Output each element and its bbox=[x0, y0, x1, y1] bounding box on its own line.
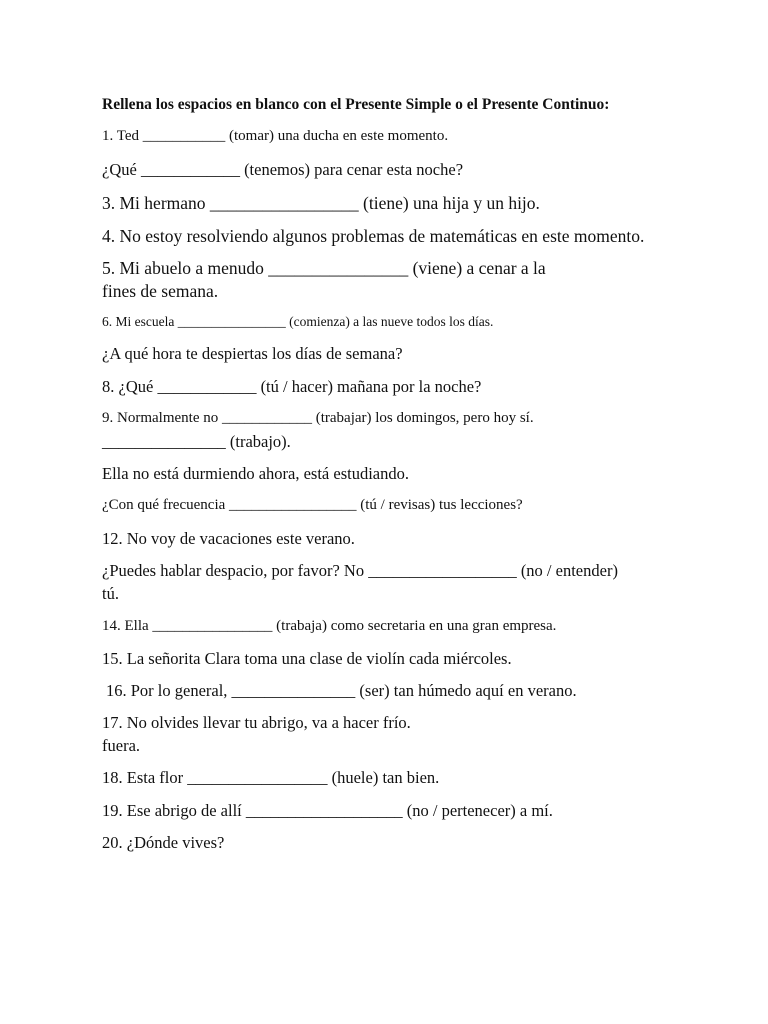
exercise-line-5: 5. Mi abuelo a menudo ________________ (viene) a cenar a la bbox=[102, 258, 546, 278]
exercise-line-14: 14. Ella ________________ (trabaja) como secretaria en una gran empresa. bbox=[102, 618, 557, 634]
exercise-line-10: Ella no está durmiendo ahora, está estudiando. bbox=[102, 464, 409, 483]
exercise-line-3: 3. Mi hermano _________________ (tiene) una hija y un hijo. bbox=[102, 193, 540, 213]
exercise-line-9: 9. Normalmente no ____________ (trabajar) los domingos, pero hoy sí. bbox=[102, 410, 534, 426]
exercise-line-2: ¿Qué ____________ (tenemos) para cenar esta noche? bbox=[102, 160, 464, 179]
exercise-line-4: 4. No estoy resolviendo algunos problemas de matemáticas en este momento. bbox=[102, 226, 645, 246]
exercise-line-18: 18. Esta flor _________________ (huele) tan bien. bbox=[102, 768, 440, 787]
exercise-line-11: ¿Con qué frecuencia _________________ (tú / revisas) tus lecciones? bbox=[102, 497, 523, 513]
exercise-line-12: 12. No voy de vacaciones este verano. bbox=[102, 529, 355, 548]
exercise-line-19: 19. Ese abrigo de allí ___________________ (no / pertenecer) a mí. bbox=[102, 801, 553, 820]
exercise-line-20: 20. ¿Dónde vives? bbox=[102, 833, 225, 852]
exercise-line-8: 8. ¿Qué ____________ (tú / hacer) mañana por la noche? bbox=[102, 377, 482, 396]
exercise-line-15: 15. La señorita Clara toma una clase de violín cada miércoles. bbox=[102, 649, 512, 668]
exercise-line-6: 6. Mi escuela ________________ (comienza) a las nueve todos los días. bbox=[102, 314, 494, 329]
exercise-line-16: 16. Por lo general, _______________ (ser) tan húmedo aquí en verano. bbox=[106, 681, 577, 700]
exercise-line-5-cont: fines de semana. bbox=[102, 281, 219, 301]
exercise-line-17-cont: fuera. bbox=[102, 736, 141, 755]
worksheet-heading: Rellena los espacios en blanco con el Presente Simple o el Presente Continuo: bbox=[102, 96, 610, 113]
exercise-line-9-cont: _______________ (trabajo). bbox=[102, 432, 291, 451]
exercise-line-13: ¿Puedes hablar despacio, por favor? No __________________ (no / entender) bbox=[102, 561, 618, 580]
exercise-line-13-cont: tú. bbox=[102, 584, 119, 603]
exercise-line-1: 1. Ted ___________ (tomar) una ducha en este momento. bbox=[102, 128, 449, 144]
exercise-line-7: ¿A qué hora te despiertas los días de semana? bbox=[102, 344, 403, 363]
exercise-line-17: 17. No olvides llevar tu abrigo, va a hacer frío. bbox=[102, 713, 411, 732]
